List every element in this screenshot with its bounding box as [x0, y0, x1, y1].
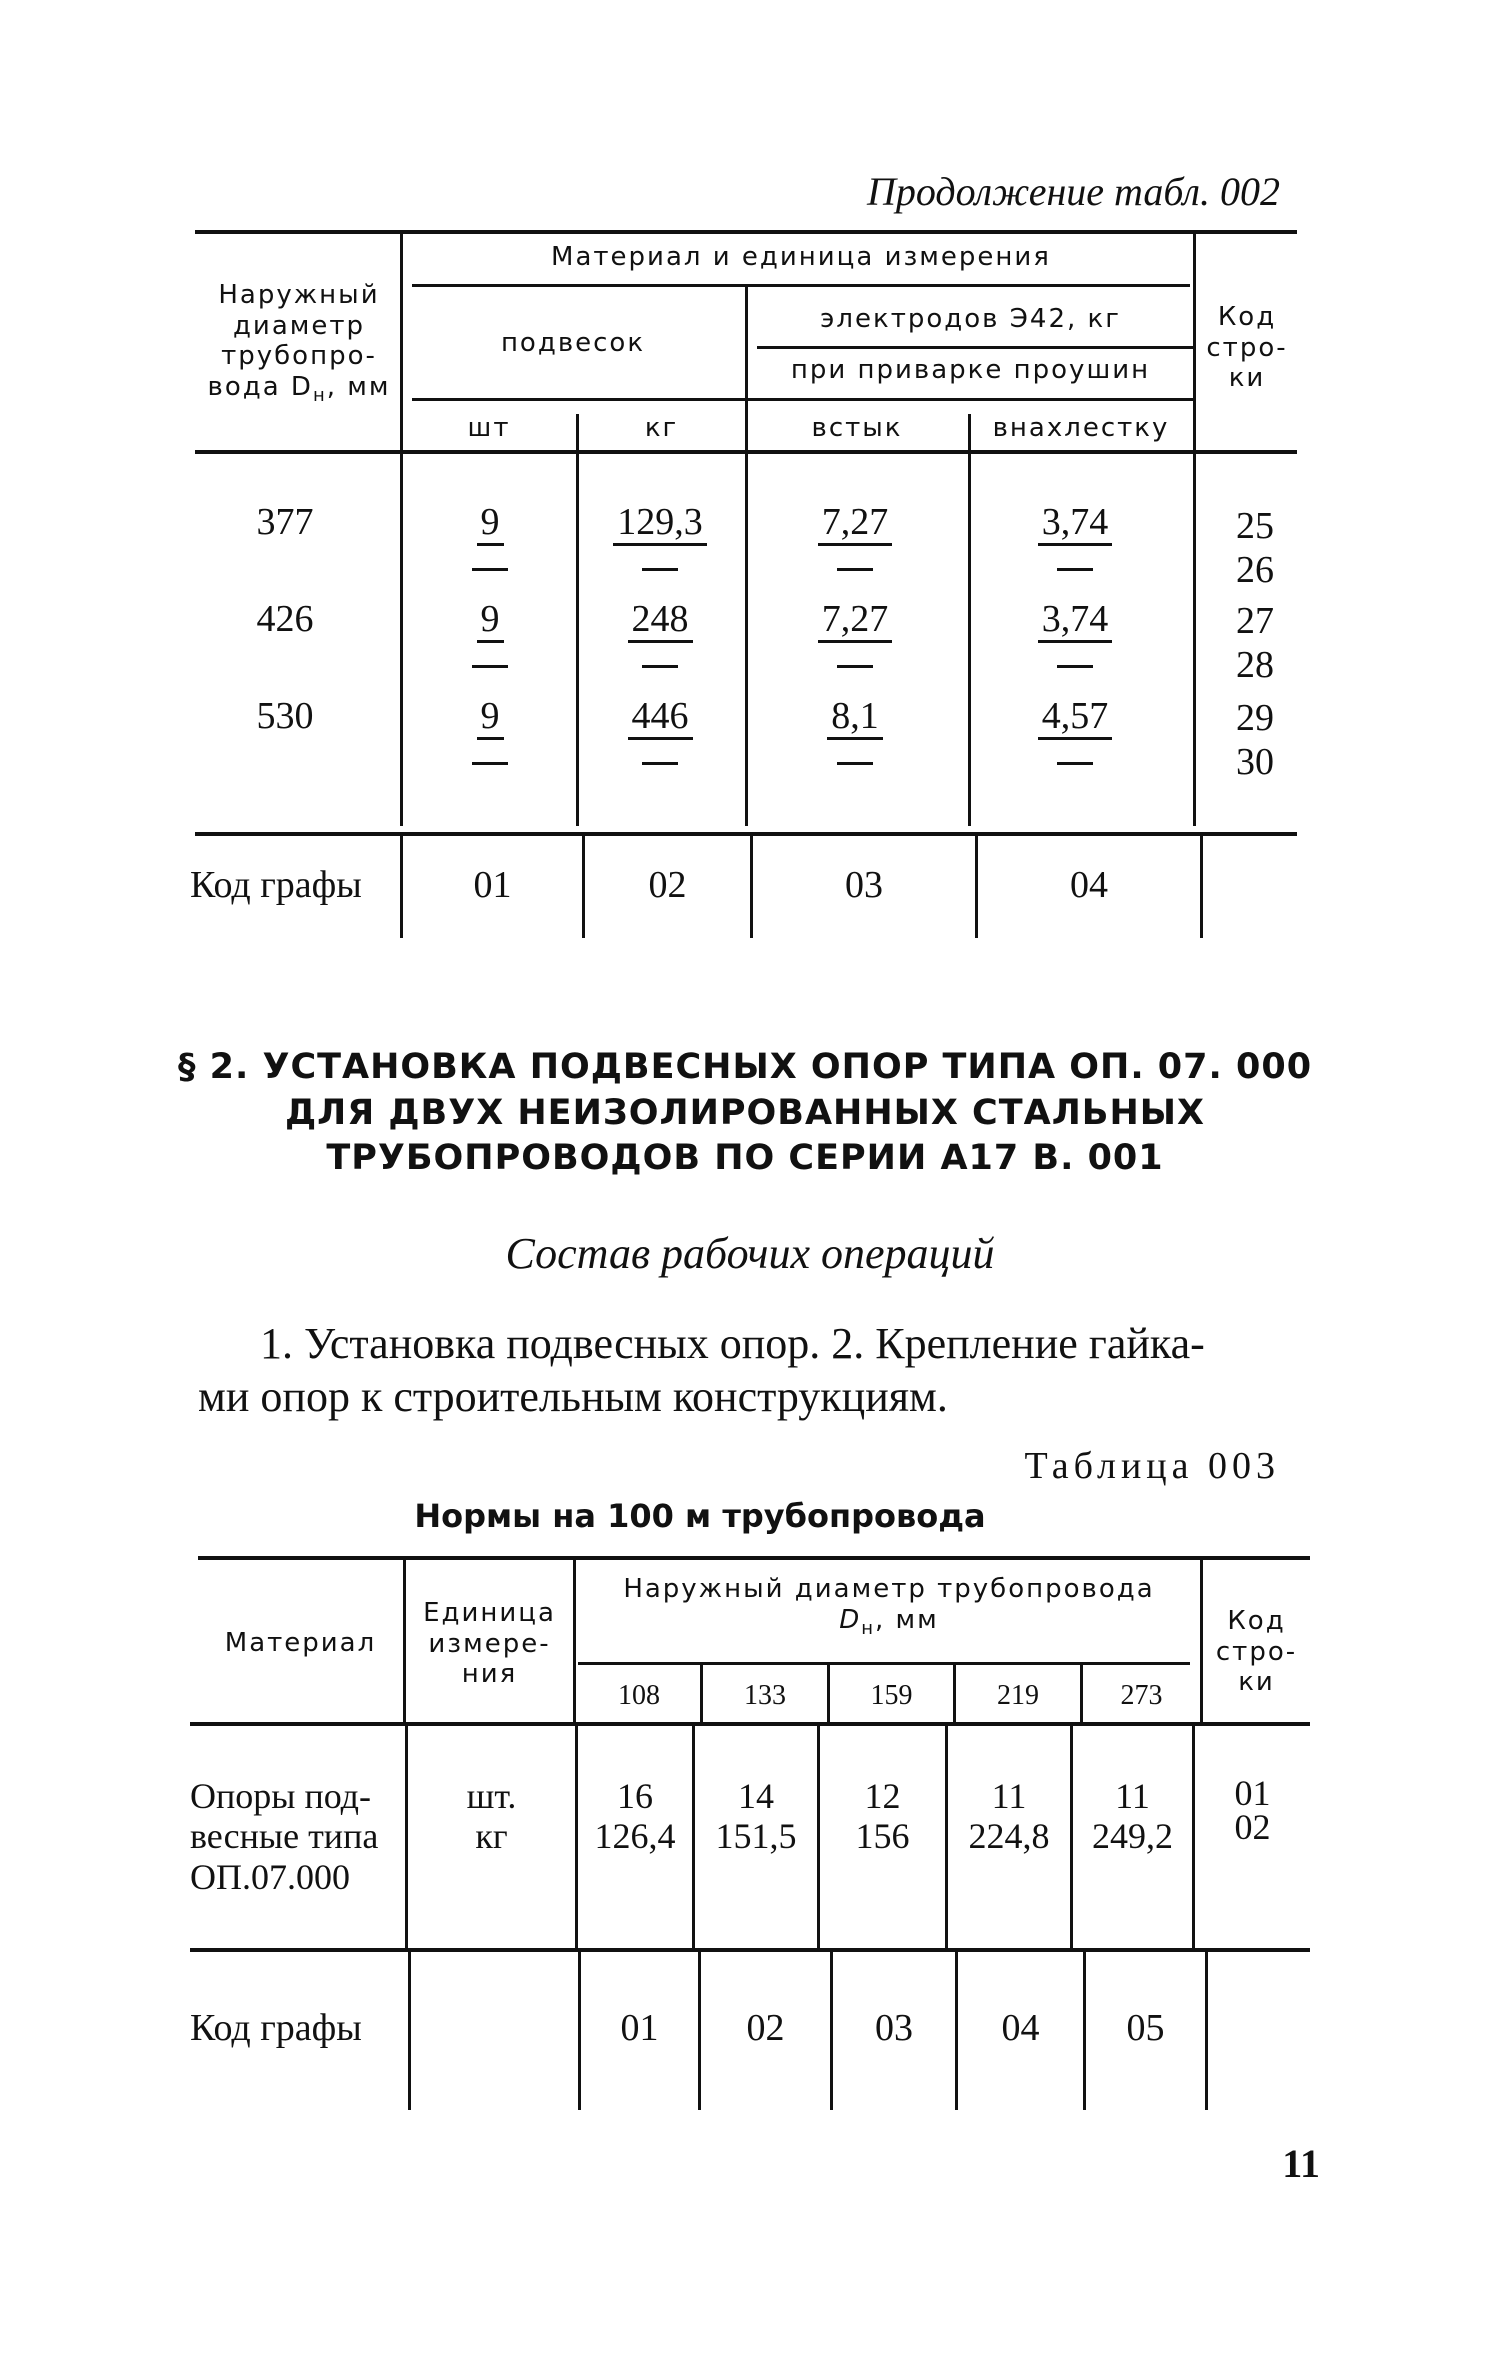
footer-col: 04 — [1001, 2007, 1040, 2049]
footer-col: 01 — [620, 2007, 659, 2049]
cell-value: 12 156 — [855, 1776, 910, 1857]
header-unit: Единица измере- ния — [423, 1598, 556, 1690]
header-sht: шт — [467, 413, 511, 443]
header-diameter: Наружный диаметр трубопровода $D_н$, мм — [623, 1574, 1155, 1639]
header-hangers: подвесок — [500, 328, 646, 358]
cell-codes: 29 30 — [1236, 697, 1274, 783]
cell-material: Опоры под- весные типа ОП.07.000 — [190, 1776, 379, 1897]
cell-value: 11 224,8 — [968, 1776, 1050, 1857]
table-label: Таблица 003 — [1024, 1445, 1280, 1487]
cell-lap: 4,57 — [1015, 694, 1135, 765]
header-butt: встык — [811, 413, 903, 443]
footer-col: 04 — [1070, 864, 1108, 906]
footer-col: 03 — [845, 864, 883, 906]
header-material-group: Материал и единица измерения — [551, 242, 1051, 272]
header-electrodes: электродов Э42, кг — [820, 304, 1121, 334]
section-heading: § 2. УСТАНОВКА ПОДВЕСНЫХ ОПОР ТИПА ОП. 07. 000 ДЛЯ ДВУХ НЕИЗОЛИРОВАННЫХ СТАЛЬНЫХ ТРУБОПРОВОДОВ ПО СЕРИИ А17 В. 001 — [177, 1047, 1313, 1178]
header-diameter-value: 108 — [618, 1680, 660, 1711]
operations-title: Состав рабочих операций — [505, 1229, 995, 1278]
cell-codes: 01 02 — [1234, 1773, 1271, 1848]
cell-kg: 129,3 — [600, 500, 720, 571]
header-welding: при приварке проушин — [790, 355, 1151, 385]
table-caption: Нормы на 100 м трубопровода — [414, 1497, 986, 1535]
footer-label: Код графы — [190, 864, 362, 906]
continuation-title: Продолжение табл. 002 — [866, 169, 1280, 214]
cell-units: шт. кг — [466, 1776, 517, 1857]
cell-value: 11 249,2 — [1092, 1776, 1173, 1857]
cell-sht: 9 — [430, 500, 550, 571]
cell-codes: 25 26 — [1236, 505, 1274, 591]
cell-kg: 446 — [600, 694, 720, 765]
cell-lap: 3,74 — [1015, 500, 1135, 571]
cell-diameter: 530 — [256, 695, 314, 737]
footer-col: 05 — [1126, 2007, 1165, 2049]
cell-sht: 9 — [430, 597, 550, 668]
cell-diameter: 377 — [256, 501, 314, 543]
header-diameter: Наружный диаметр трубопро- вода $D_н$, мм — [207, 280, 391, 407]
header-material: Материал — [224, 1628, 377, 1658]
header-diameter-value: 133 — [744, 1680, 786, 1711]
cell-value: 14 151,5 — [715, 1776, 797, 1857]
cell-butt: 7,27 — [795, 500, 915, 571]
footer-col: 02 — [648, 864, 687, 906]
cell-lap: 3,74 — [1015, 597, 1135, 668]
header-code: Код стро- ки — [1206, 302, 1288, 394]
header-lap: внахлестку — [992, 413, 1170, 443]
header-code: Код стро- ки — [1215, 1606, 1298, 1698]
header-diameter-value: 273 — [1120, 1680, 1163, 1711]
header-diameter-value: 219 — [997, 1680, 1039, 1711]
footer-label: Код графы — [190, 2007, 362, 2049]
cell-value: 16 126,4 — [594, 1776, 676, 1857]
cell-diameter: 426 — [256, 598, 314, 640]
cell-codes: 27 28 — [1236, 600, 1274, 686]
footer-col: 02 — [746, 2007, 785, 2049]
cell-kg: 248 — [600, 597, 720, 668]
footer-col: 01 — [473, 864, 512, 906]
header-kg: кг — [644, 413, 679, 443]
cell-butt: 8,1 — [795, 694, 915, 765]
footer-col: 03 — [875, 2007, 913, 2049]
page-number: 11 — [1282, 2141, 1320, 2186]
cell-butt: 7,27 — [795, 597, 915, 668]
operations-text: 1. Установка подвесных опор. 2. Крепление гайка- ми опор к строительным конструкциям. — [198, 1319, 1205, 1421]
cell-sht: 9 — [430, 694, 550, 765]
header-diameter-value: 159 — [870, 1680, 913, 1711]
